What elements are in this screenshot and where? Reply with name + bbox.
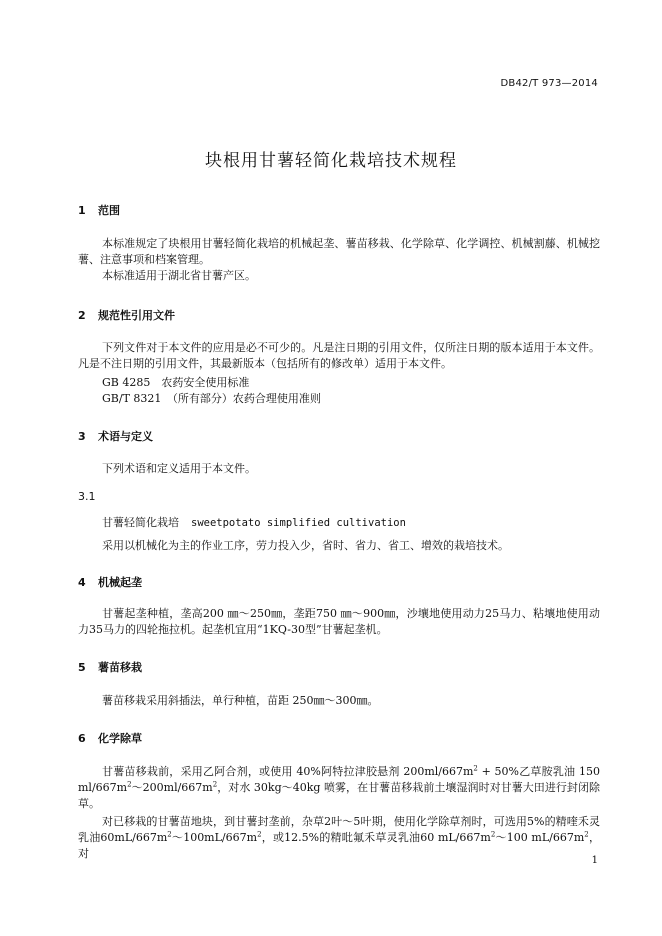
subsection-3-1-number: 3.1 bbox=[78, 490, 96, 503]
section-number: 1 bbox=[78, 204, 86, 217]
paragraph-ridging: 甘薯起垄种植，垄高200 ㎜～250㎜，垄距750 ㎜～900㎜，沙壤地使用动力25马力、粘壤地使用动力35马力的四轮拖拉机。起垄机宜用“1KQ-30型”甘薯起垄机。 bbox=[78, 607, 600, 636]
standard-code: DB42/T 973—2014 bbox=[500, 78, 598, 89]
section-number: 5 bbox=[78, 661, 86, 674]
section-title: 规范性引用文件 bbox=[98, 309, 175, 322]
section-title: 术语与定义 bbox=[98, 430, 153, 443]
section-number: 4 bbox=[78, 576, 86, 589]
paragraph-term-definition: 采用以机械化为主的作业工序，劳力投入少，省时、省力、省工、增效的栽培技术。 bbox=[102, 539, 509, 552]
section-2-heading bbox=[78, 307, 175, 323]
section-5-heading bbox=[78, 659, 142, 675]
section-3-heading bbox=[78, 428, 153, 444]
section-title: 机械起垄 bbox=[98, 576, 142, 589]
section-1-heading bbox=[78, 202, 120, 218]
reference-item: GB 4285 农药安全使用标准 bbox=[102, 376, 250, 389]
section-title: 薯苗移栽 bbox=[98, 661, 142, 674]
paragraph-weeding-1: 甘薯苗移栽前，采用乙阿合剂，或使用 40%阿特拉津胶悬剂 $200ml/667m^2 + 50\%$乙草胺乳油 150 $ml/667m^2\sim 200ml/667m^2$，对水 30kg～40kg 喷雾，在甘薯苗移栽前土壤湿润时对甘薯大田进行封闭除草。 bbox=[78, 764, 600, 810]
term-chinese: 甘薯轻简化栽培 bbox=[102, 516, 179, 529]
paragraph-scope-2: 本标准适用于湖北省甘薯产区。 bbox=[102, 269, 256, 282]
section-number: 6 bbox=[78, 732, 86, 745]
section-number: 3 bbox=[78, 430, 86, 443]
term-entry bbox=[102, 514, 406, 530]
paragraph-scope-1: 本标准规定了块根用甘薯轻简化栽培的机械起垄、薯苗移栽、化学除草、化学调控、机械割藤、机械挖薯、注意事项和档案管理。 bbox=[78, 237, 600, 266]
section-6-heading bbox=[78, 730, 142, 746]
term-english: sweetpotato simplified cultivation bbox=[191, 517, 406, 529]
paragraph-terms-intro: 下列术语和定义适用于本文件。 bbox=[102, 462, 256, 475]
section-4-heading bbox=[78, 574, 142, 590]
page-title: 块根用甘薯轻简化栽培技术规程 bbox=[205, 151, 457, 171]
paragraph-weeding-2: 对已移栽的甘薯苗地块，到甘薯封垄前，杂草2叶～5叶期，使用化学除草剂时，可选用5%的精喹禾灵乳油$60mL/667m^2\sim 100mL/667m^2$，或12.5%的精吡氟禾草灵乳油60 $mL/667m^2\sim 100$ $mL/667m^2$，对 bbox=[78, 815, 600, 860]
section-title: 化学除草 bbox=[98, 732, 142, 745]
section-number: 2 bbox=[78, 309, 86, 322]
page-number: 1 bbox=[591, 855, 598, 866]
paragraph-references: 下列文件对于本文件的应用是必不可少的。凡是注日期的引用文件，仅所注日期的版本适用于本文件。凡是不注日期的引用文件，其最新版本（包括所有的修改单）适用于本文件。 bbox=[78, 341, 600, 370]
reference-item: GB/T 8321 （所有部分）农药合理使用准则 bbox=[102, 392, 321, 405]
section-title: 范围 bbox=[98, 204, 120, 217]
paragraph-transplanting: 薯苗移栽采用斜插法，单行种植，苗距 250㎜～300㎜。 bbox=[102, 694, 379, 707]
